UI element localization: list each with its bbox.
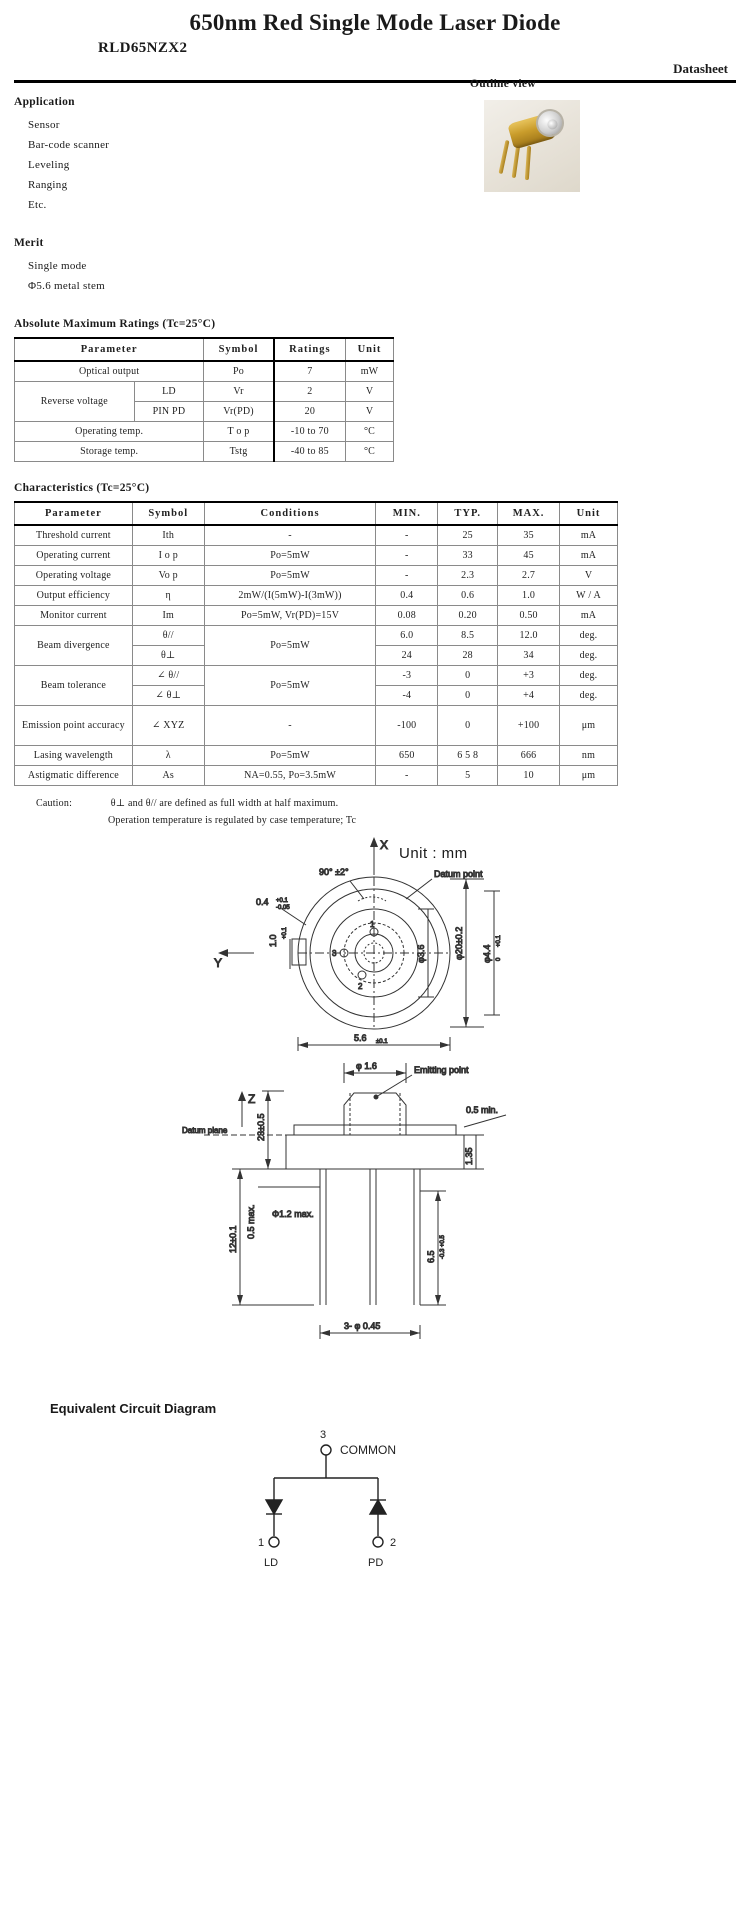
cell-conditions: Po=5mW, Vr(PD)=15V (204, 606, 376, 626)
table-row (15, 586, 618, 606)
cell-symbol: ∠ XYZ (132, 706, 204, 746)
cell-symbol: θ⊥ (132, 646, 204, 666)
cell-min: - (376, 546, 438, 566)
characteristics-heading: Characteristics (Tc=25°C) (14, 482, 150, 494)
cell-parameter: Emission point accuracy (15, 706, 133, 746)
dim-6-5-tol2: -0.3 (440, 1248, 446, 1259)
cell-max: +100 (498, 706, 560, 746)
absolute-max-ratings-heading: Absolute Maximum Ratings (Tc=25°C) (14, 318, 216, 330)
application-heading: Application (14, 96, 75, 108)
absolute-max-ratings-table (14, 337, 394, 462)
cell-parameter: Beam divergence (15, 626, 133, 666)
table-header-row (15, 502, 618, 525)
cell-unit: mA (560, 546, 618, 566)
circuit-pin-2-label: 2 (390, 1537, 397, 1549)
outline-view-section (470, 78, 700, 192)
cell-rating: -40 to 85 (274, 442, 346, 462)
cell-conditions: - (204, 525, 376, 546)
table-row (15, 382, 394, 402)
column-header-typ: TYP. (438, 502, 498, 525)
diode-pin-icon (499, 140, 510, 174)
dim-6-5-tol: +0.5 (440, 1235, 446, 1247)
characteristics-table (14, 501, 618, 786)
outline-drawing-svg (14, 835, 734, 1395)
part-number: RLD65NZX2 (98, 40, 188, 56)
caution-line-2: Operation temperature is regulated by case temperature; Tc (108, 815, 357, 826)
circuit-ld-label: LD (264, 1557, 279, 1569)
cell-unit: μm (560, 766, 618, 786)
cell-subparameter: PIN PD (134, 402, 204, 422)
dim-0-5-min: 0.5 min. (466, 1105, 499, 1115)
diode-pin-icon (525, 146, 531, 180)
cell-symbol: η (132, 586, 204, 606)
cell-rating: 2 (274, 382, 346, 402)
cell-typ: 0 (438, 686, 498, 706)
circuit-pd-label: PD (368, 1557, 384, 1569)
cell-typ: 33 (438, 546, 498, 566)
mechanical-drawing (14, 835, 734, 1395)
cell-typ: 8.5 (438, 626, 498, 646)
page-header (14, 0, 736, 83)
cell-symbol: Vr(PD) (204, 402, 274, 422)
axis-label-x: X (380, 838, 389, 852)
cell-rating: 20 (274, 402, 346, 422)
dim-1-35: 1.35 (464, 1147, 474, 1165)
cell-typ: 0 (438, 666, 498, 686)
cell-max: 2.7 (498, 566, 560, 586)
table-row (15, 666, 618, 686)
table-row (15, 525, 618, 546)
pin-number-3: 3 (332, 949, 337, 958)
circuit-pin-1-label: 1 (258, 1537, 265, 1549)
cell-typ: 5 (438, 766, 498, 786)
dim-0-4-tol: +0.1 (276, 898, 288, 904)
list-item: Bar-code scanner (28, 139, 110, 151)
column-header-parameter: Parameter (15, 502, 133, 525)
cell-conditions: Po=5mW (204, 546, 376, 566)
cell-parameter: Operating temp. (15, 422, 204, 442)
table-row (15, 626, 618, 646)
dim-5-6: 5.6 (354, 1033, 367, 1043)
cell-max: +4 (498, 686, 560, 706)
datum-plane-label: Datum plane (182, 1126, 228, 1135)
cell-min: 24 (376, 646, 438, 666)
unit-label: Unit : mm (399, 845, 468, 862)
cell-max: 10 (498, 766, 560, 786)
table-row (15, 422, 394, 442)
table-header-row (15, 338, 394, 361)
cell-min: -3 (376, 666, 438, 686)
table-row (15, 361, 394, 382)
cell-typ: 2.3 (438, 566, 498, 586)
table-row (15, 606, 618, 626)
cell-symbol: Ith (132, 525, 204, 546)
column-header-max: MAX. (498, 502, 560, 525)
cell-min: 6.0 (376, 626, 438, 646)
cell-subparameter: LD (134, 382, 204, 402)
merit-heading: Merit (14, 237, 44, 249)
cell-parameter: Astigmatic difference (15, 766, 133, 786)
cell-symbol: ∠ θ// (132, 666, 204, 686)
angle-spec-label: 90° ±2° (319, 867, 349, 877)
diode-pin-icon (512, 144, 521, 178)
cell-parameter: Threshold current (15, 525, 133, 546)
cell-unit: mW (346, 361, 394, 382)
axis-label-y: Y (214, 956, 223, 970)
table-row (15, 442, 394, 462)
column-header-ratings: Ratings (274, 338, 346, 361)
column-header-conditions: Conditions (204, 502, 376, 525)
dim-phi-4-4-tol2: 0 (496, 957, 502, 961)
cell-rating: 7 (274, 361, 346, 382)
cell-conditions: Po=5mW (204, 566, 376, 586)
pin-number-2: 2 (358, 982, 363, 991)
cell-unit: V (346, 382, 394, 402)
dim-6-5: 6.5 (426, 1250, 436, 1263)
dim-0-5-max: 0.5 max. (246, 1204, 256, 1239)
cell-min: - (376, 766, 438, 786)
cell-unit: nm (560, 746, 618, 766)
dim-phi-4-4: φ4.4 (482, 944, 492, 963)
laser-diode-photo (484, 100, 580, 192)
dim-3-phi-0-45: 3- φ 0.45 (344, 1321, 381, 1331)
cell-max: 35 (498, 525, 560, 546)
merit-list (28, 256, 736, 296)
cell-parameter: Beam tolerance (15, 666, 133, 706)
cell-unit: μm (560, 706, 618, 746)
cell-conditions: Po=5mW (204, 626, 376, 666)
cell-min: 650 (376, 746, 438, 766)
cell-min: -4 (376, 686, 438, 706)
cell-parameter: Operating voltage (15, 566, 133, 586)
emitting-point-label: Emitting point (414, 1065, 469, 1075)
caution-note (14, 795, 736, 829)
table-row (15, 706, 618, 746)
cell-symbol: ∠ θ⊥ (132, 686, 204, 706)
cell-parameter: Reverse voltage (15, 382, 135, 422)
document-type-label: Datasheet (673, 61, 728, 76)
table-row (15, 766, 618, 786)
column-header-unit: Unit (346, 338, 394, 361)
dim-phi-3-6: φ3.6 (416, 944, 426, 963)
cell-min: - (376, 525, 438, 546)
column-header-symbol: Symbol (204, 338, 274, 361)
equivalent-circuit-svg (28, 1416, 728, 1576)
cell-conditions: NA=0.55, Po=3.5mW (204, 766, 376, 786)
column-header-parameter: Parameter (15, 338, 204, 361)
circuit-common-label: COMMON (340, 1443, 396, 1457)
list-item: Single mode (28, 260, 87, 272)
cell-unit: deg. (560, 626, 618, 646)
cell-typ: 0 (438, 706, 498, 746)
list-item: Ranging (28, 179, 68, 191)
table-row (15, 566, 618, 586)
cell-min: - (376, 566, 438, 586)
dim-1-0: 1.0 (268, 934, 278, 947)
cell-min: 0.4 (376, 586, 438, 606)
page-title: 650nm Red Single Mode Laser Diode (189, 10, 561, 35)
cell-typ: 28 (438, 646, 498, 666)
cell-max: 666 (498, 746, 560, 766)
list-item: Leveling (28, 159, 70, 171)
column-header-min: MIN. (376, 502, 438, 525)
pin-number-1: 1 (370, 920, 375, 929)
cell-conditions: 2mW/(I(5mW)-I(3mW)) (204, 586, 376, 606)
datum-point-label: Datum point (434, 869, 483, 879)
cell-parameter: Monitor current (15, 606, 133, 626)
cell-max: +3 (498, 666, 560, 686)
outline-view-heading: Outline view (470, 78, 536, 90)
column-header-unit: Unit (560, 502, 618, 525)
cell-min: -100 (376, 706, 438, 746)
cell-rating: -10 to 70 (274, 422, 346, 442)
caution-label: Caution: (36, 798, 73, 809)
cell-unit: deg. (560, 666, 618, 686)
dim-0-4-tol2: -0.05 (276, 905, 290, 911)
dim-12: 12±0.1 (228, 1225, 238, 1253)
cell-symbol: T o p (204, 422, 274, 442)
dim-phi-20: φ20±0.2 (454, 926, 464, 960)
cell-unit: V (560, 566, 618, 586)
cell-typ: 25 (438, 525, 498, 546)
cell-unit: °C (346, 422, 394, 442)
cell-unit: mA (560, 606, 618, 626)
cell-max: 1.0 (498, 586, 560, 606)
cell-symbol: Vo p (132, 566, 204, 586)
cell-symbol: λ (132, 746, 204, 766)
list-item: Etc. (28, 199, 47, 211)
cell-parameter: Lasing wavelength (15, 746, 133, 766)
cell-conditions: - (204, 706, 376, 746)
caution-line-1: θ⊥ and θ// are defined as full width at half maximum. (110, 798, 339, 809)
table-row (15, 546, 618, 566)
axis-label-z: Z (248, 1092, 256, 1106)
cell-typ: 0.20 (438, 606, 498, 626)
list-item: Φ5.6 metal stem (28, 280, 105, 292)
dim-phi-1-6: φ 1.6 (356, 1061, 377, 1071)
cell-unit: V (346, 402, 394, 422)
cell-unit: W / A (560, 586, 618, 606)
cell-max: 0.50 (498, 606, 560, 626)
equivalent-circuit-title: Equivalent Circuit Diagram (50, 1401, 217, 1416)
cell-conditions: Po=5mW (204, 666, 376, 706)
dim-phi-4-4-tol: +0.1 (496, 935, 502, 947)
cell-unit: °C (346, 442, 394, 462)
cell-symbol: Vr (204, 382, 274, 402)
cell-symbol: Po (204, 361, 274, 382)
cell-symbol: θ// (132, 626, 204, 646)
dim-phi-1-2-max: Φ1.2 max. (272, 1209, 314, 1219)
cell-symbol: Im (132, 606, 204, 626)
cell-symbol: Tstg (204, 442, 274, 462)
dim-1-0-tol: +0.1 (282, 927, 288, 939)
cell-conditions: Po=5mW (204, 746, 376, 766)
cell-typ: 6 5 8 (438, 746, 498, 766)
dim-5-6-tol: ±0.1 (376, 1039, 388, 1045)
dim-0-4: 0.4 (256, 897, 269, 907)
cell-max: 12.0 (498, 626, 560, 646)
cell-max: 34 (498, 646, 560, 666)
cell-unit: mA (560, 525, 618, 546)
cell-symbol: As (132, 766, 204, 786)
table-row (15, 746, 618, 766)
cell-symbol: I o p (132, 546, 204, 566)
cell-parameter: Operating current (15, 546, 133, 566)
cell-unit: deg. (560, 686, 618, 706)
cell-parameter: Storage temp. (15, 442, 204, 462)
cell-typ: 0.6 (438, 586, 498, 606)
circuit-pin-3-label: 3 (320, 1429, 327, 1441)
cell-min: 0.08 (376, 606, 438, 626)
dim-23: 23±0.5 (256, 1113, 266, 1141)
cell-max: 45 (498, 546, 560, 566)
cell-parameter: Optical output (15, 361, 204, 382)
column-header-symbol: Symbol (132, 502, 204, 525)
list-item: Sensor (28, 119, 60, 131)
cell-parameter: Output efficiency (15, 586, 133, 606)
cell-unit: deg. (560, 646, 618, 666)
